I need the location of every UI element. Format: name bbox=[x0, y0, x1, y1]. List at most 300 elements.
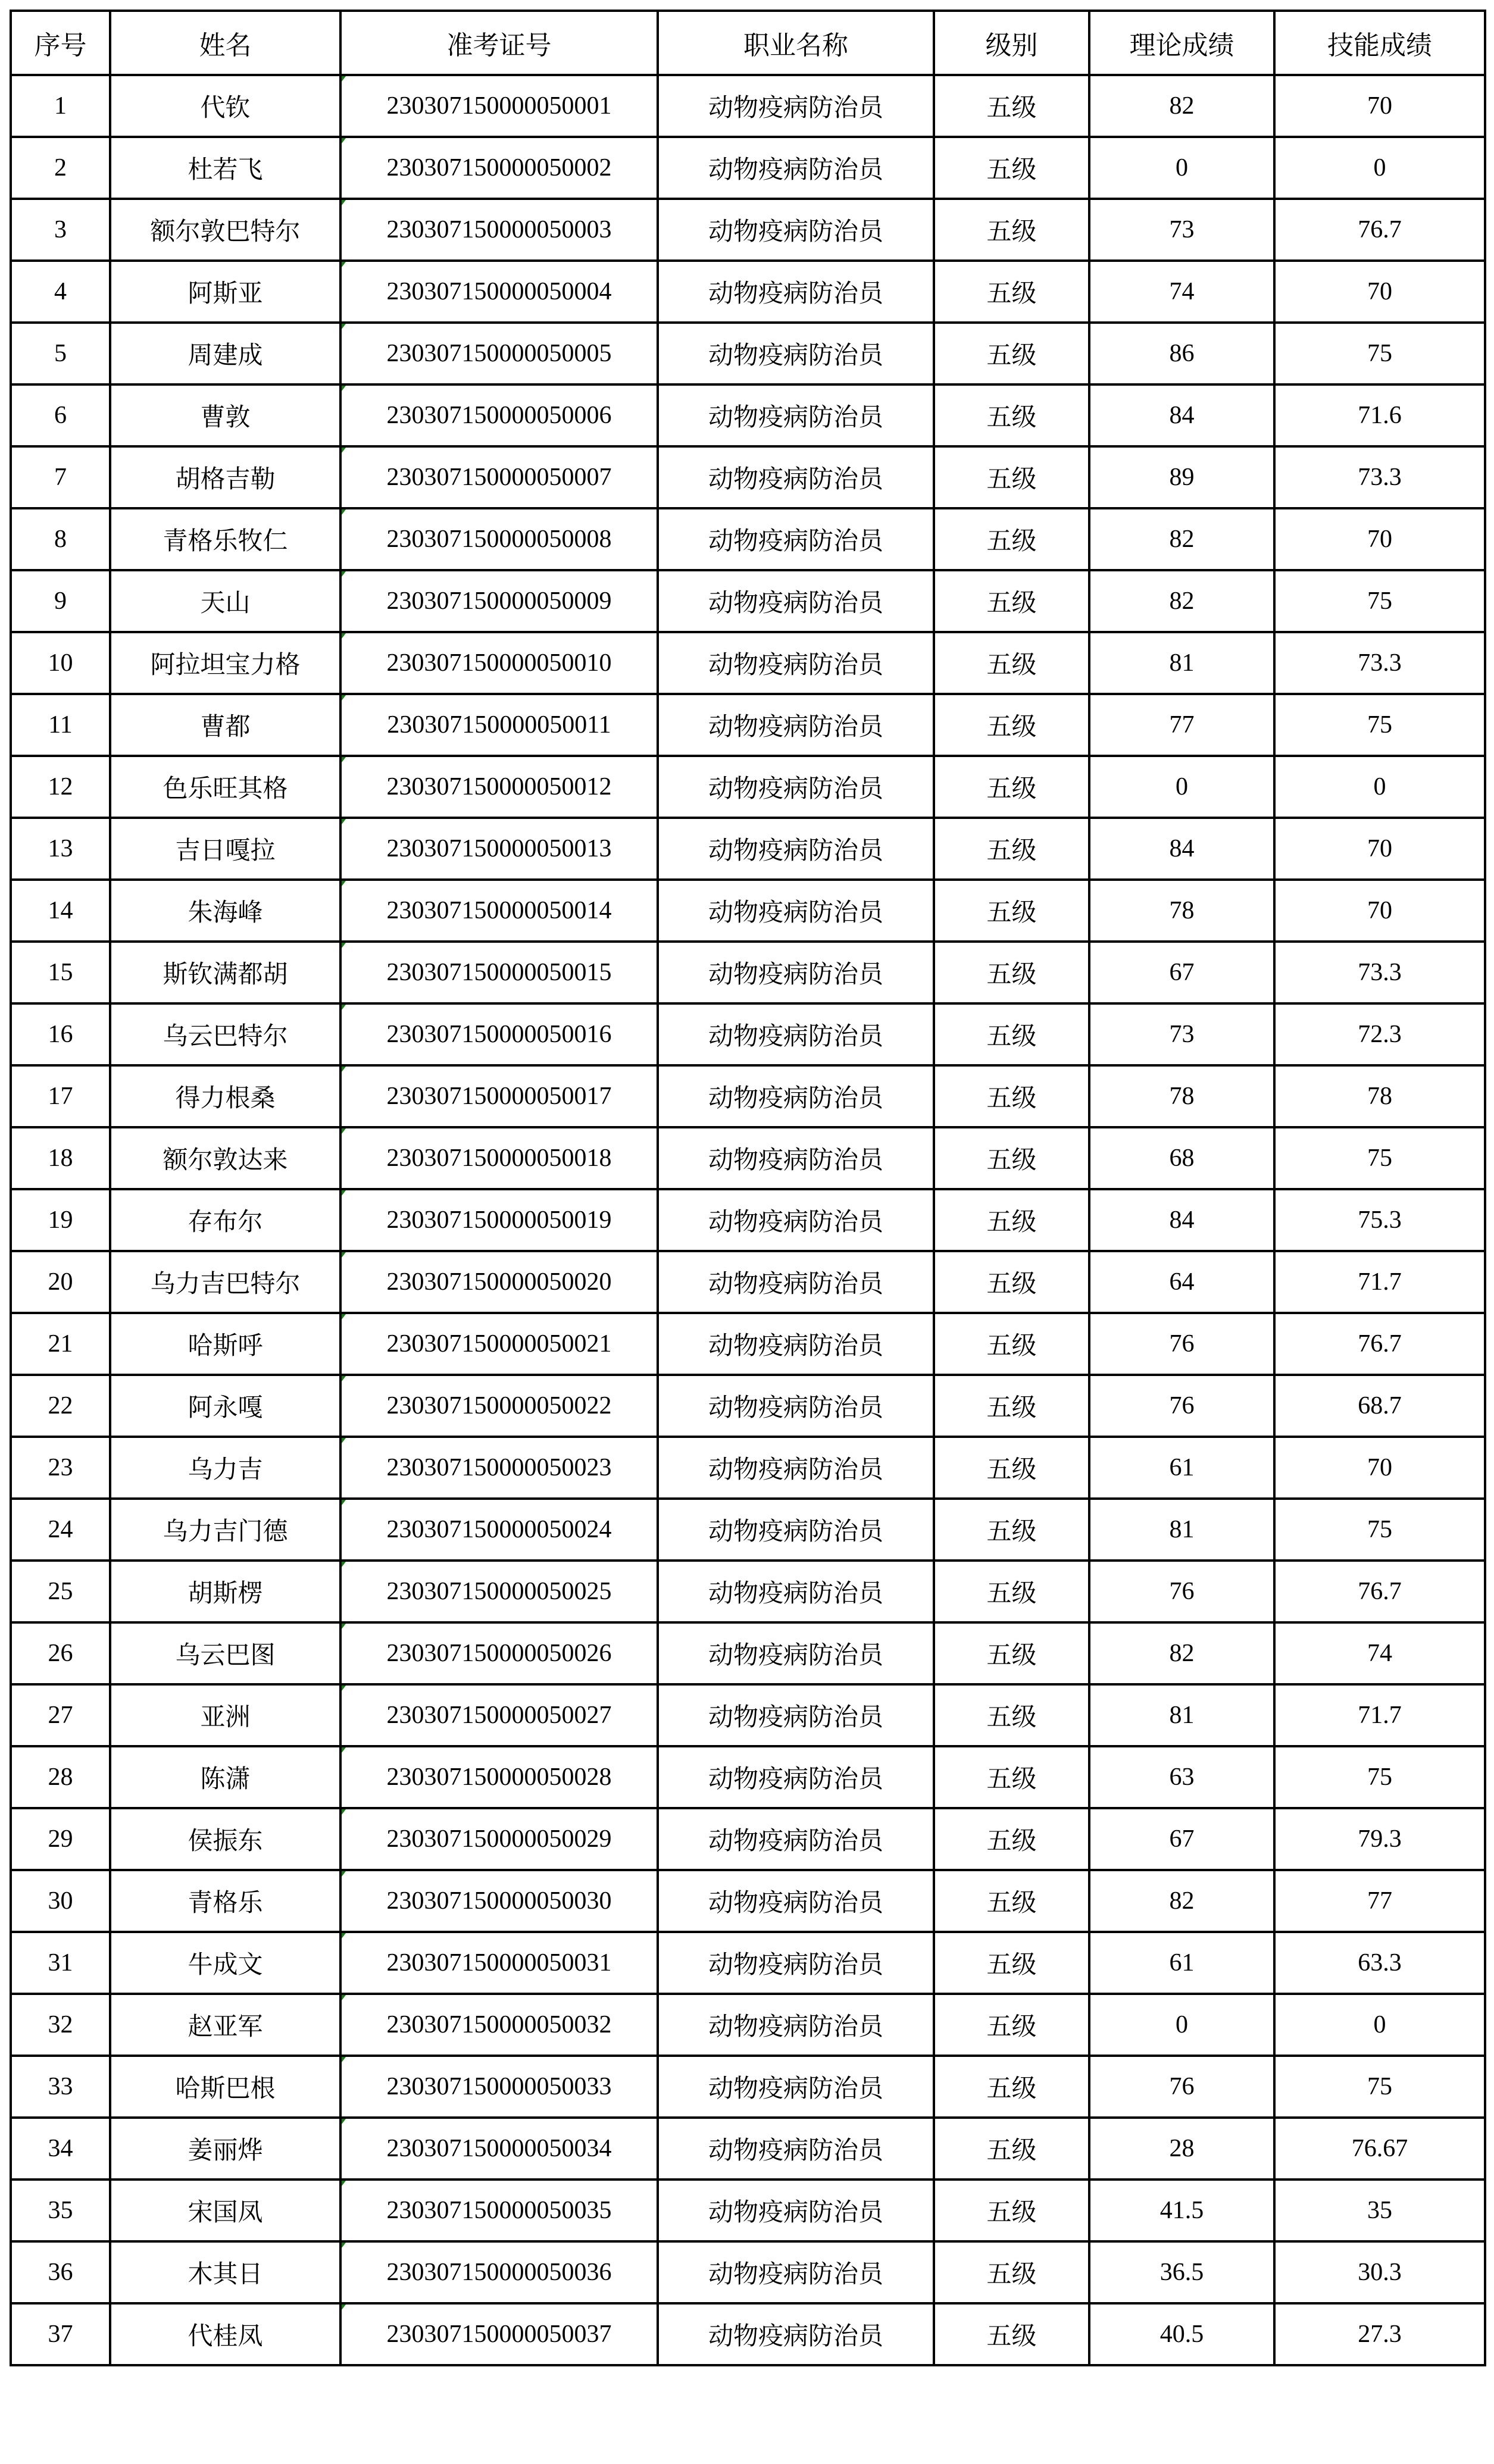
cell-skill-score[interactable] bbox=[1274, 1808, 1485, 1870]
cell-name-text: 代钦 bbox=[200, 93, 251, 122]
cell-level[interactable] bbox=[934, 1808, 1089, 1870]
cell-theory-score[interactable] bbox=[1089, 1437, 1274, 1499]
cell-level[interactable] bbox=[934, 1561, 1089, 1622]
number-as-text-indicator-icon bbox=[342, 1128, 346, 1134]
cell-theory-score[interactable] bbox=[1089, 2056, 1274, 2118]
cell-index[interactable] bbox=[11, 942, 110, 1003]
cell-name[interactable] bbox=[110, 384, 340, 446]
cell-cert-no[interactable] bbox=[340, 1622, 658, 1684]
cell-index[interactable] bbox=[11, 1375, 110, 1437]
cell-skill-score-text: 70 bbox=[1367, 526, 1392, 553]
cell-cert-no[interactable] bbox=[340, 2241, 658, 2303]
cell-name[interactable] bbox=[110, 1746, 340, 1808]
cell-level[interactable] bbox=[934, 384, 1089, 446]
cell-skill-score[interactable] bbox=[1274, 384, 1485, 446]
table-row bbox=[11, 1375, 1485, 1437]
cell-index[interactable] bbox=[11, 1932, 110, 1994]
cell-level[interactable] bbox=[934, 1189, 1089, 1251]
cell-index[interactable] bbox=[11, 508, 110, 570]
cell-index[interactable] bbox=[11, 632, 110, 694]
cell-level[interactable] bbox=[934, 1499, 1089, 1561]
cell-name[interactable] bbox=[110, 1994, 340, 2056]
cell-job[interactable] bbox=[658, 632, 934, 694]
cell-name-text: 色乐旺其格 bbox=[162, 774, 288, 803]
cell-name[interactable] bbox=[110, 1870, 340, 1932]
cell-index[interactable] bbox=[11, 1437, 110, 1499]
cell-index[interactable] bbox=[11, 2056, 110, 2118]
cell-skill-score[interactable] bbox=[1274, 1437, 1485, 1499]
cell-cert-no[interactable] bbox=[340, 1746, 658, 1808]
cell-theory-score[interactable] bbox=[1089, 1746, 1274, 1808]
cell-index-text: 5 bbox=[54, 340, 67, 367]
cell-theory-score[interactable] bbox=[1089, 1561, 1274, 1622]
cell-theory-score[interactable] bbox=[1089, 1127, 1274, 1189]
cell-level-text: 五级 bbox=[986, 93, 1037, 122]
cell-job-text: 动物疫病防治员 bbox=[708, 650, 883, 679]
cell-level[interactable] bbox=[934, 1746, 1089, 1808]
cell-index[interactable] bbox=[11, 1622, 110, 1684]
cell-job[interactable] bbox=[658, 1994, 934, 2056]
cell-level-text: 五级 bbox=[986, 1021, 1037, 1050]
cell-job[interactable] bbox=[658, 1932, 934, 1994]
cell-job[interactable] bbox=[658, 1065, 934, 1127]
cell-index-text: 25 bbox=[48, 1578, 73, 1605]
cell-theory-score[interactable] bbox=[1089, 880, 1274, 942]
cell-name[interactable] bbox=[110, 1003, 340, 1065]
cell-index[interactable] bbox=[11, 1870, 110, 1932]
cell-index[interactable] bbox=[11, 446, 110, 508]
cell-theory-score[interactable] bbox=[1089, 446, 1274, 508]
cell-level[interactable] bbox=[934, 1003, 1089, 1065]
cell-skill-score[interactable] bbox=[1274, 1684, 1485, 1746]
cell-name[interactable] bbox=[110, 1684, 340, 1746]
cell-skill-score[interactable] bbox=[1274, 2180, 1485, 2241]
cell-name[interactable] bbox=[110, 1189, 340, 1251]
cell-theory-score[interactable] bbox=[1089, 1622, 1274, 1684]
cell-index[interactable] bbox=[11, 137, 110, 199]
cell-job[interactable] bbox=[658, 1189, 934, 1251]
cell-job[interactable] bbox=[658, 2056, 934, 2118]
cell-name[interactable] bbox=[110, 756, 340, 818]
cell-skill-score[interactable] bbox=[1274, 75, 1485, 137]
cell-name[interactable] bbox=[110, 2118, 340, 2180]
cell-cert-no[interactable] bbox=[340, 2056, 658, 2118]
cell-name[interactable] bbox=[110, 1127, 340, 1189]
cell-name[interactable] bbox=[110, 570, 340, 632]
cell-cert-no[interactable] bbox=[340, 818, 658, 880]
cell-job[interactable] bbox=[658, 261, 934, 323]
cell-index[interactable] bbox=[11, 2118, 110, 2180]
cell-name-text: 赵亚军 bbox=[187, 2012, 263, 2041]
cell-cert-no[interactable] bbox=[340, 1189, 658, 1251]
cell-job[interactable] bbox=[658, 942, 934, 1003]
cell-level[interactable] bbox=[934, 261, 1089, 323]
cell-skill-score[interactable] bbox=[1274, 446, 1485, 508]
cell-theory-score[interactable] bbox=[1089, 323, 1274, 384]
cell-cert-no[interactable] bbox=[340, 1684, 658, 1746]
cell-theory-score[interactable] bbox=[1089, 1251, 1274, 1313]
cell-cert-no[interactable] bbox=[340, 1127, 658, 1189]
cell-index[interactable] bbox=[11, 1313, 110, 1375]
cell-level[interactable] bbox=[934, 1994, 1089, 2056]
cell-cert-no[interactable] bbox=[340, 694, 658, 756]
cell-job[interactable] bbox=[658, 2118, 934, 2180]
cell-cert-no[interactable] bbox=[340, 508, 658, 570]
cell-index[interactable] bbox=[11, 818, 110, 880]
cell-level-text: 五级 bbox=[986, 898, 1037, 927]
cell-level[interactable] bbox=[934, 2180, 1089, 2241]
cell-index[interactable] bbox=[11, 1808, 110, 1870]
cell-theory-score[interactable] bbox=[1089, 570, 1274, 632]
cell-theory-score[interactable] bbox=[1089, 2241, 1274, 2303]
cell-name[interactable] bbox=[110, 1499, 340, 1561]
cell-level[interactable] bbox=[934, 1127, 1089, 1189]
cell-skill-score[interactable] bbox=[1274, 1499, 1485, 1561]
cell-name[interactable] bbox=[110, 1065, 340, 1127]
number-as-text-indicator-icon bbox=[342, 1438, 346, 1443]
cell-level[interactable] bbox=[934, 2056, 1089, 2118]
cell-cert-no[interactable] bbox=[340, 1251, 658, 1313]
cell-skill-score[interactable] bbox=[1274, 1251, 1485, 1313]
cell-index[interactable] bbox=[11, 199, 110, 261]
cell-level[interactable] bbox=[934, 1684, 1089, 1746]
cell-job[interactable] bbox=[658, 1003, 934, 1065]
cell-name[interactable] bbox=[110, 2241, 340, 2303]
cell-index[interactable] bbox=[11, 384, 110, 446]
cell-job[interactable] bbox=[658, 1870, 934, 1932]
cell-name[interactable] bbox=[110, 1622, 340, 1684]
cell-theory-score[interactable] bbox=[1089, 261, 1274, 323]
cell-index[interactable] bbox=[11, 75, 110, 137]
cell-skill-score[interactable] bbox=[1274, 1932, 1485, 1994]
cell-job[interactable] bbox=[658, 1561, 934, 1622]
cell-name[interactable] bbox=[110, 1561, 340, 1622]
cell-cert-no[interactable] bbox=[340, 1437, 658, 1499]
cell-job[interactable] bbox=[658, 1251, 934, 1313]
cell-theory-score[interactable] bbox=[1089, 1684, 1274, 1746]
cell-theory-score[interactable] bbox=[1089, 942, 1274, 1003]
cell-cert-no[interactable] bbox=[340, 1313, 658, 1375]
cell-skill-score[interactable] bbox=[1274, 137, 1485, 199]
cell-cert-no[interactable] bbox=[340, 137, 658, 199]
cell-job[interactable] bbox=[658, 880, 934, 942]
cell-cert-no[interactable] bbox=[340, 2180, 658, 2241]
cell-skill-score[interactable] bbox=[1274, 1003, 1485, 1065]
cell-theory-score[interactable] bbox=[1089, 818, 1274, 880]
cell-name[interactable] bbox=[110, 2056, 340, 2118]
cell-theory-score[interactable] bbox=[1089, 632, 1274, 694]
cell-index[interactable] bbox=[11, 1127, 110, 1189]
cell-skill-score[interactable] bbox=[1274, 1746, 1485, 1808]
cell-job[interactable] bbox=[658, 1499, 934, 1561]
cell-index[interactable] bbox=[11, 2241, 110, 2303]
cell-name[interactable] bbox=[110, 1251, 340, 1313]
cell-cert-no[interactable] bbox=[340, 384, 658, 446]
cell-skill-score[interactable] bbox=[1274, 1375, 1485, 1437]
cell-cert-no[interactable] bbox=[340, 75, 658, 137]
cell-theory-score[interactable] bbox=[1089, 1870, 1274, 1932]
cell-job[interactable] bbox=[658, 1313, 934, 1375]
header-row bbox=[11, 11, 1485, 75]
cell-name[interactable] bbox=[110, 508, 340, 570]
cell-cert-no[interactable] bbox=[340, 1499, 658, 1561]
cell-level[interactable] bbox=[934, 1065, 1089, 1127]
cell-job[interactable] bbox=[658, 756, 934, 818]
cell-theory-score[interactable] bbox=[1089, 1375, 1274, 1437]
cell-name-text: 曹敦 bbox=[200, 402, 251, 431]
cell-name[interactable] bbox=[110, 1437, 340, 1499]
cell-job[interactable] bbox=[658, 446, 934, 508]
cell-index[interactable] bbox=[11, 1189, 110, 1251]
cell-job[interactable] bbox=[658, 199, 934, 261]
cell-skill-score[interactable] bbox=[1274, 508, 1485, 570]
cell-job[interactable] bbox=[658, 1684, 934, 1746]
cell-cert-no-text: 230307150000050032 bbox=[386, 2011, 612, 2038]
cell-level[interactable] bbox=[934, 2303, 1089, 2365]
cell-index[interactable] bbox=[11, 261, 110, 323]
cell-level[interactable] bbox=[934, 446, 1089, 508]
cell-job-text: 动物疫病防治员 bbox=[708, 1516, 883, 1546]
cell-index[interactable] bbox=[11, 1561, 110, 1622]
cell-name[interactable] bbox=[110, 199, 340, 261]
cell-name[interactable] bbox=[110, 694, 340, 756]
cell-theory-score[interactable] bbox=[1089, 1003, 1274, 1065]
cell-name[interactable] bbox=[110, 880, 340, 942]
cell-skill-score[interactable] bbox=[1274, 261, 1485, 323]
cell-level[interactable] bbox=[934, 1870, 1089, 1932]
cell-theory-score-text: 78 bbox=[1169, 897, 1195, 924]
cell-index[interactable] bbox=[11, 1746, 110, 1808]
cell-skill-score-text: 30.3 bbox=[1358, 2259, 1402, 2286]
cell-cert-no[interactable] bbox=[340, 446, 658, 508]
cell-skill-score[interactable] bbox=[1274, 1127, 1485, 1189]
cell-theory-score[interactable] bbox=[1089, 508, 1274, 570]
cell-job[interactable] bbox=[658, 2180, 934, 2241]
cell-cert-no[interactable] bbox=[340, 261, 658, 323]
cell-cert-no[interactable] bbox=[340, 323, 658, 384]
cell-theory-score[interactable] bbox=[1089, 75, 1274, 137]
cell-skill-score[interactable] bbox=[1274, 2303, 1485, 2365]
cell-level[interactable] bbox=[934, 1251, 1089, 1313]
cell-theory-score[interactable] bbox=[1089, 1189, 1274, 1251]
cell-name[interactable] bbox=[110, 323, 340, 384]
cell-index[interactable] bbox=[11, 2303, 110, 2365]
cell-level[interactable] bbox=[934, 2241, 1089, 2303]
cell-cert-no[interactable] bbox=[340, 1561, 658, 1622]
cell-theory-score[interactable] bbox=[1089, 137, 1274, 199]
cell-level[interactable] bbox=[934, 818, 1089, 880]
cell-name-text: 杜若飞 bbox=[187, 155, 263, 184]
cell-skill-score[interactable] bbox=[1274, 1189, 1485, 1251]
cell-cert-no[interactable] bbox=[340, 2303, 658, 2365]
cell-job-text: 动物疫病防治员 bbox=[708, 1455, 883, 1484]
cell-level[interactable] bbox=[934, 508, 1089, 570]
cell-cert-no[interactable] bbox=[340, 1932, 658, 1994]
number-as-text-indicator-icon bbox=[342, 1562, 346, 1567]
cell-skill-score-text: 76.7 bbox=[1358, 1578, 1402, 1605]
cell-level[interactable] bbox=[934, 2118, 1089, 2180]
cell-skill-score[interactable] bbox=[1274, 1622, 1485, 1684]
cell-skill-score[interactable] bbox=[1274, 2118, 1485, 2180]
cell-cert-no[interactable] bbox=[340, 2118, 658, 2180]
cell-job[interactable] bbox=[658, 508, 934, 570]
cell-level[interactable] bbox=[934, 942, 1089, 1003]
cell-level-text: 五级 bbox=[986, 1826, 1037, 1855]
cell-index[interactable] bbox=[11, 2180, 110, 2241]
cell-cert-no[interactable] bbox=[340, 1065, 658, 1127]
cell-job[interactable] bbox=[658, 1808, 934, 1870]
header-job: 职业名称 bbox=[658, 11, 934, 75]
cell-skill-score[interactable] bbox=[1274, 1561, 1485, 1622]
cell-cert-no-text: 230307150000050029 bbox=[386, 1825, 612, 1853]
cell-index[interactable] bbox=[11, 1499, 110, 1561]
cell-name-text: 宋国凤 bbox=[187, 2197, 263, 2227]
cell-level[interactable] bbox=[934, 1313, 1089, 1375]
cell-level[interactable] bbox=[934, 1375, 1089, 1437]
cell-index[interactable] bbox=[11, 1251, 110, 1313]
cell-skill-score[interactable] bbox=[1274, 818, 1485, 880]
cell-skill-score[interactable] bbox=[1274, 1994, 1485, 2056]
cell-skill-score[interactable] bbox=[1274, 694, 1485, 756]
cell-theory-score[interactable] bbox=[1089, 1808, 1274, 1870]
cell-job[interactable] bbox=[658, 323, 934, 384]
cell-name[interactable] bbox=[110, 75, 340, 137]
cell-theory-score[interactable] bbox=[1089, 2303, 1274, 2365]
cell-theory-score[interactable] bbox=[1089, 2118, 1274, 2180]
cell-job[interactable] bbox=[658, 818, 934, 880]
cell-level[interactable] bbox=[934, 323, 1089, 384]
cell-job[interactable] bbox=[658, 1746, 934, 1808]
cell-cert-no[interactable] bbox=[340, 1994, 658, 2056]
cell-cert-no[interactable] bbox=[340, 942, 658, 1003]
cell-index[interactable] bbox=[11, 323, 110, 384]
cell-name[interactable] bbox=[110, 1808, 340, 1870]
cell-index[interactable] bbox=[11, 1684, 110, 1746]
cell-skill-score[interactable] bbox=[1274, 756, 1485, 818]
cell-level[interactable] bbox=[934, 632, 1089, 694]
cell-job[interactable] bbox=[658, 2303, 934, 2365]
cell-skill-score[interactable] bbox=[1274, 2056, 1485, 2118]
cell-cert-no[interactable] bbox=[340, 1808, 658, 1870]
cell-index[interactable] bbox=[11, 1003, 110, 1065]
header-level: 级别 bbox=[934, 11, 1089, 75]
score-table bbox=[10, 10, 1486, 2366]
cell-level[interactable] bbox=[934, 570, 1089, 632]
cell-level[interactable] bbox=[934, 1437, 1089, 1499]
cell-level[interactable] bbox=[934, 694, 1089, 756]
cell-skill-score[interactable] bbox=[1274, 199, 1485, 261]
cell-level[interactable] bbox=[934, 199, 1089, 261]
number-as-text-indicator-icon bbox=[342, 1190, 346, 1196]
cell-name[interactable] bbox=[110, 1313, 340, 1375]
cell-index[interactable] bbox=[11, 694, 110, 756]
cell-theory-score[interactable] bbox=[1089, 1932, 1274, 1994]
table-row bbox=[11, 1622, 1485, 1684]
cell-index-text: 26 bbox=[48, 1640, 73, 1667]
cell-skill-score[interactable] bbox=[1274, 2241, 1485, 2303]
cell-index[interactable] bbox=[11, 880, 110, 942]
cell-level[interactable] bbox=[934, 756, 1089, 818]
cell-name[interactable] bbox=[110, 818, 340, 880]
cell-name[interactable] bbox=[110, 1932, 340, 1994]
cell-skill-score[interactable] bbox=[1274, 323, 1485, 384]
cell-theory-score[interactable] bbox=[1089, 756, 1274, 818]
cell-level[interactable] bbox=[934, 137, 1089, 199]
cell-name[interactable] bbox=[110, 1375, 340, 1437]
cell-cert-no[interactable] bbox=[340, 632, 658, 694]
cell-name[interactable] bbox=[110, 2180, 340, 2241]
cell-index[interactable] bbox=[11, 570, 110, 632]
cell-cert-no[interactable] bbox=[340, 1375, 658, 1437]
cell-job[interactable] bbox=[658, 384, 934, 446]
cell-skill-score[interactable] bbox=[1274, 570, 1485, 632]
cell-name[interactable] bbox=[110, 137, 340, 199]
cell-name[interactable] bbox=[110, 2303, 340, 2365]
cell-skill-score-text: 71.6 bbox=[1358, 402, 1402, 429]
cell-name[interactable] bbox=[110, 942, 340, 1003]
cell-cert-no-text: 230307150000050020 bbox=[386, 1268, 612, 1296]
cell-theory-score[interactable] bbox=[1089, 2180, 1274, 2241]
cell-level[interactable] bbox=[934, 880, 1089, 942]
cell-name[interactable] bbox=[110, 632, 340, 694]
cell-level[interactable] bbox=[934, 75, 1089, 137]
cell-job[interactable] bbox=[658, 1375, 934, 1437]
cell-cert-no[interactable] bbox=[340, 1870, 658, 1932]
cell-cert-no[interactable] bbox=[340, 880, 658, 942]
cell-skill-score[interactable] bbox=[1274, 1313, 1485, 1375]
cell-cert-no[interactable] bbox=[340, 756, 658, 818]
cell-job[interactable] bbox=[658, 570, 934, 632]
cell-skill-score[interactable] bbox=[1274, 942, 1485, 1003]
cell-job[interactable] bbox=[658, 1437, 934, 1499]
cell-job[interactable] bbox=[658, 137, 934, 199]
cell-cert-no[interactable] bbox=[340, 570, 658, 632]
cell-level-text: 五级 bbox=[986, 1207, 1037, 1236]
cell-level[interactable] bbox=[934, 1622, 1089, 1684]
cell-skill-score[interactable] bbox=[1274, 880, 1485, 942]
cell-name[interactable] bbox=[110, 261, 340, 323]
cell-index[interactable] bbox=[11, 756, 110, 818]
cell-job[interactable] bbox=[658, 694, 934, 756]
cell-cert-no[interactable] bbox=[340, 199, 658, 261]
cell-name-text: 哈斯巴根 bbox=[175, 2074, 276, 2103]
cell-skill-score[interactable] bbox=[1274, 1870, 1485, 1932]
cell-index[interactable] bbox=[11, 1065, 110, 1127]
table-row bbox=[11, 1870, 1485, 1932]
cell-skill-score[interactable] bbox=[1274, 632, 1485, 694]
cell-job-text: 动物疫病防治员 bbox=[708, 1393, 883, 1422]
cell-theory-score[interactable] bbox=[1089, 1065, 1274, 1127]
cell-theory-score[interactable] bbox=[1089, 1499, 1274, 1561]
cell-job[interactable] bbox=[658, 1622, 934, 1684]
cell-cert-no[interactable] bbox=[340, 1003, 658, 1065]
cell-skill-score[interactable] bbox=[1274, 1065, 1485, 1127]
cell-job[interactable] bbox=[658, 2241, 934, 2303]
cell-theory-score[interactable] bbox=[1089, 1994, 1274, 2056]
cell-theory-score[interactable] bbox=[1089, 694, 1274, 756]
cell-index[interactable] bbox=[11, 1994, 110, 2056]
cell-job[interactable] bbox=[658, 1127, 934, 1189]
cell-level-text: 五级 bbox=[986, 1764, 1037, 1793]
cell-job[interactable] bbox=[658, 75, 934, 137]
cell-job-text: 动物疫病防治员 bbox=[708, 712, 883, 741]
cell-theory-score[interactable] bbox=[1089, 384, 1274, 446]
cell-level[interactable] bbox=[934, 1932, 1089, 1994]
cell-name[interactable] bbox=[110, 446, 340, 508]
cell-theory-score[interactable] bbox=[1089, 1313, 1274, 1375]
cell-skill-score-text: 72.3 bbox=[1358, 1021, 1402, 1048]
cell-theory-score[interactable] bbox=[1089, 199, 1274, 261]
